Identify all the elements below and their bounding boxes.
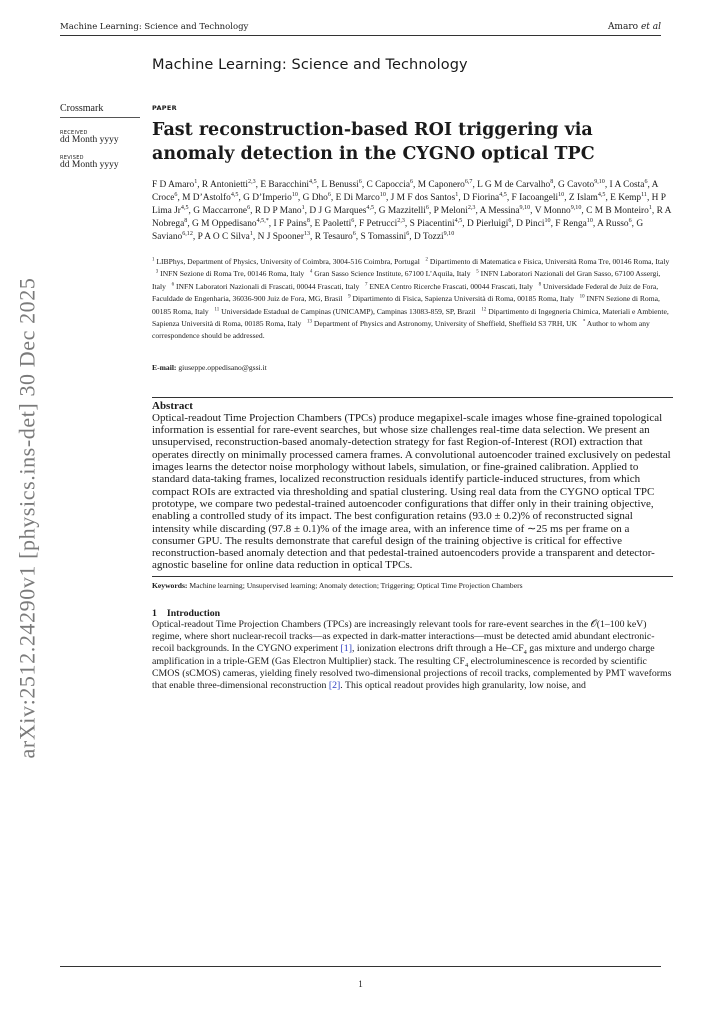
received-date: dd Month yyyy xyxy=(60,135,119,145)
arxiv-identifier[interactable]: arXiv:2512.24290v1 [physics.ins-det] 30 Dec 2025 xyxy=(14,277,40,759)
email-address[interactable]: giuseppe.oppedisano@gssi.it xyxy=(178,362,267,372)
revised-date: dd Month yyyy xyxy=(60,160,119,170)
paper-type-label: PAPER xyxy=(152,104,177,112)
keywords-label: Keywords: xyxy=(152,580,188,590)
received-label: RECEIVED xyxy=(60,130,88,136)
page-number: 1 xyxy=(358,979,363,989)
revised-label: REVISED xyxy=(60,155,84,161)
arxiv-stamp[interactable] xyxy=(2,248,52,788)
author-list: F D Amaro$^1$, R Antonietti$^{2,3}$, E Baracchini$^{4,5}$, L Benussi$^6$, C Capoccia$^6$, M Caponero$^{6,7}$, L G M de Carvalho$^8$, G Cavoto$^{9,10}$, I A Costa$^6$, A Croce$^6$, M D’Astolfo$^{4,5}$, G D’Imperio$^{10}$, G Dho$^6$, E Di Marco$^{10}$, J M F dos Santos$^1$, D Fiorina$^{4,5}$, F Iacoangeli$^{10}$, Z Islam$^{4,5}$, E Kemp$^{11}$, H P Lima Jr$^{4,5}$, G Maccarrone$^6$, R D P Mano$^1$, D J G Marques$^{4,5}$, G Mazzitelli$^6$, P Meloni$^{2,3}$, A Messina$^{9,10}$, V Monno$^{9,10}$, C M B Monteiro$^1$, R A Nobrega$^8$, G M Oppedisano$^{4,5,*}$, I F Pains$^8$, E Paoletti$^6$, F Petrucci$^{2,3}$, S Piacentini$^{4,5}$, D Pierluigi$^6$, D Pinci$^{10}$, F Renga$^{10}$, A Russo$^6$, G Saviano$^{6,12}$, P A O C Silva$^1$, N J Spooner$^{13}$, R Tesauro$^6$, S Tomassini$^6$, D Tozzi$^{9,10}$ xyxy=(152,178,671,242)
header-rule xyxy=(60,35,661,36)
section-heading-introduction xyxy=(152,608,673,619)
abstract-heading: Abstract xyxy=(152,399,193,412)
keywords xyxy=(152,580,673,591)
running-etal: et al xyxy=(640,22,661,32)
abstract-rule xyxy=(152,576,673,577)
paper-title: Fast reconstruction-based ROI triggering via anomaly detection in the CYGNO optical TPC xyxy=(152,120,595,164)
article-meta-sidebar xyxy=(60,103,140,180)
affiliation-list: $^1$ LIBPhys, Department of Physics, University of Coimbra, 3004-516 Coimbra, Portugal $^2$ Dipartimento di Matematica e Fisica, Università Roma Tre, 00146 Roma, Italy $^3$ INFN Sezione di Roma Tre, 00146 Roma, Italy $^4$ Gran Sasso Science Institute, 67100 L’Aquila, Italy $^5$ INFN Laboratori Nazionali del Gran Sasso, 67100 Assergi, Italy $^6$ INFN Laboratori Nazionali di Frascati, 00044 Frascati, Italy $^7$ ENEA Centro Ricerche Frascati, 00044 Frascati, Italy $^8$ Universidade Federal de Juiz de Fora, Faculdade de Engenharia, 36036-900 Juiz de Fora, MG, Brasil $^9$ Dipartimento di Fisica, Sapienza Università di Roma, 00185 Roma, Italy $^{10}$ INFN Sezione di Roma, 00185 Roma, Italy $^{11}$ Universidade Estadual de Campinas (UNICAMP), Campinas 13083-859, SP, Brazil $^{12}$ Dipartimento di Ingegneria Chimica, Materiali e Ambiente, Sapienza Università di Roma, 00185 Roma, Italy $^{13}$ Department of Physics and Astronomy, University of Sheffield, Sheffield S3 7RH, UK * Author to whom any correspondence should be addressed. xyxy=(152,257,670,341)
abstract-text: Optical-readout Time Projection Chambers (TPCs) produce megapixel-scale images whose fine-grained topological information is essential for rare-event searches, but whose size challenges real-time data selection. We present an unsupervised, reconstruction-based anomaly-detection strategy for fast Region-of-Interest (ROI) extraction that operates directly on minimally processed camera frames. A convolutional autoencoder trained exclusively on pedestal images learns the detector noise morphology without labels, simulation, or fine-grained calibration. Applied to standard data-taking frames, localized reconstruction residuals identify particle-induced structures, from which compact ROIs are extracted via thresholding and spatial clustering. Using real data from the CYGNO optical TPC prototype, we compare two pedestal-trained autoencoder configurations that differ only in their training objective, enabling a controlled study of its impact. The best configuration retains (93.0 ± 0.2)% of reconstructed signal intensity while discarding (97.8 ± 0.1)% of the image area, with an inference time of ∼25 ms per frame on a consumer GPU. The results demonstrate that careful design of the training objective is critical for effective reconstruction-based anomaly detection and that pedestal-trained autoencoders provide a transparent and detector-agnostic baseline for online data reduction in optical TPCs. xyxy=(152,411,671,572)
keywords-value: Machine learning; Unsupervised learning; Anomaly detection; Triggering; Optical Time Projection Chambers xyxy=(189,580,523,590)
section-title: Introduction xyxy=(166,607,221,619)
footer-rule xyxy=(60,966,661,967)
corresponding-email xyxy=(152,363,673,372)
running-header-authors xyxy=(608,22,661,32)
paper-body xyxy=(152,104,673,692)
running-author: Amaro xyxy=(607,22,639,32)
journal-title: Machine Learning: Science and Technology xyxy=(152,57,468,73)
section-number: 1 xyxy=(152,607,157,619)
crossmark-link[interactable]: Crossmark xyxy=(60,103,140,118)
email-label: E-mail: xyxy=(152,362,177,372)
abstract-block xyxy=(152,397,673,577)
introduction-paragraph: Optical-readout Time Projection Chambers (TPCs) are increasingly relevant tools for rare-event searches in the 𝒪(1–100 keV) regime, where short nuclear-recoil tracks—as expected in dark-matter interactions—must be detected amid abundant electronic-recoil backgrounds. In the CYGNO experiment [1], ionization electrons drift through a $He-CF_4$ gas mixture and undergo charge amplification in a triple-GEM (Gas Electron Multiplier) stack. The resulting $CF_4$ electroluminescence is recorded by scientific CMOS (sCMOS) cameras, yielding finely resolved two-dimensional projections of recoil tracks, complemented by PMT waveforms that enable three-dimensional reconstruction [2]. This optical readout provides high granularity, low noise, and xyxy=(152,618,672,692)
running-header-journal: Machine Learning: Science and Technology xyxy=(60,22,249,32)
